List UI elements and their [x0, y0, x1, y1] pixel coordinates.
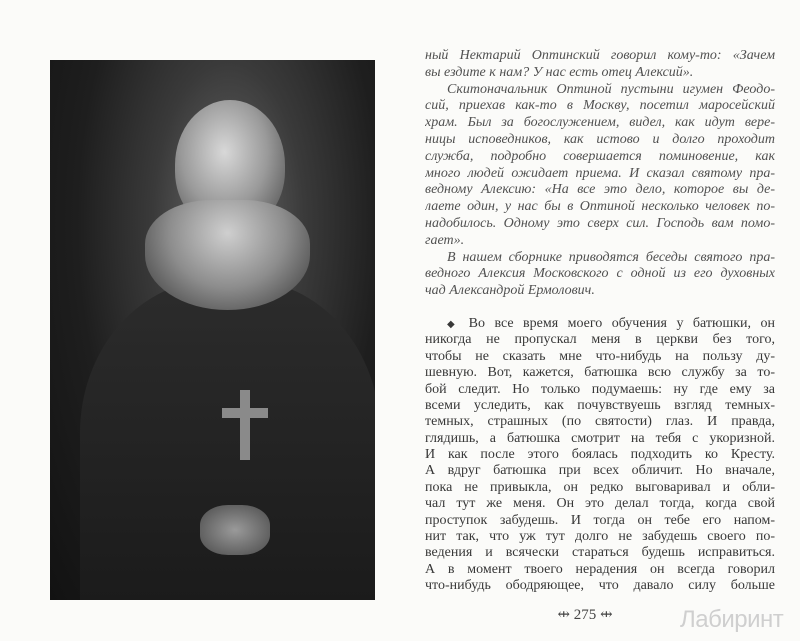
- text-line: чал тут же меня. Он это делал тогда, когда свой: [425, 496, 775, 512]
- text-line: нит так, что уж тут долго не забудешь своего по-: [425, 529, 775, 545]
- text-line: надобилось. Одному это сверх сил. Господь вам помо-: [425, 215, 775, 231]
- photo-figure-hand: [200, 505, 270, 555]
- text-line: В нашем сборнике приводятся беседы святого пра-: [447, 249, 775, 265]
- text-line: ный Нектарий Оптинский говорил кому-то: «Зачем: [425, 48, 775, 63]
- text-line: много людей ожидает приема. И сказал святому пра-: [425, 165, 775, 181]
- page-number-value: 275: [573, 607, 597, 623]
- text-line: пока не привыкла, он редко выговаривал и обли-: [425, 479, 775, 495]
- text-line: чтобы не сказать мне что-нибудь на пользу ду-: [425, 348, 775, 364]
- text-line: ведного Алексия Московского с одной из его духовных: [425, 266, 775, 282]
- ornament-right-icon: ⇹: [600, 607, 613, 623]
- text-line: служба, подробно совершается поминовение, как: [425, 148, 775, 164]
- text-line: ведному Алексию: «На все это дело, которое вы де-: [425, 182, 775, 198]
- text-line: А вдруг батюшка при всех обличит. Но вначале,: [425, 463, 775, 479]
- text-line: всеми уследить, как почувствуешь взгляд темных-: [425, 397, 775, 413]
- text-line: ведения и всячески стараться будешь исправиться.: [425, 545, 775, 561]
- page-number: [530, 606, 640, 624]
- text-line: Во все время моего обучения у батюшки, он: [468, 315, 775, 331]
- labirint-watermark-logo: Лабиринт: [680, 606, 784, 633]
- text-line: чад Александрой Ермолович.: [425, 283, 595, 299]
- text-line: ницы исповедников, как истово и долго проходит: [425, 131, 775, 147]
- text-line: глядишь, а батюшка смотрит на тебя с укоризной.: [425, 430, 775, 446]
- text-line: шевную. Вот, кажется, батюшка всю службу за то-: [425, 365, 775, 381]
- photo-figure-beard: [145, 200, 310, 310]
- text-line: сий, приехав как-то в Москву, посетил маросейский: [425, 98, 775, 114]
- text-column: [425, 48, 775, 595]
- body-text-block: [425, 316, 775, 595]
- intro-italic-block: [425, 48, 775, 300]
- text-line: темных, страшных (по святости) глаз. И правда,: [425, 414, 775, 430]
- text-line: Скитоначальник Оптиной пустыни игумен Феодо-: [447, 81, 775, 97]
- text-line: проступок забудешь. И тогда он тебе его напом-: [425, 512, 775, 528]
- text-line: лаете один, у нас бы в Оптиной несколько человек по-: [425, 199, 775, 215]
- text-line: И как после этого боялась подходить ко Кресту.: [425, 447, 775, 463]
- text-line: храм. Был за богослужением, видел, как идут вере-: [425, 115, 775, 131]
- portrait-photo: [50, 60, 375, 600]
- ornament-left-icon: ⇹: [557, 607, 570, 623]
- text-line: никогда не пропускал меня в церкви без того,: [425, 332, 775, 348]
- text-line: А в момент твоего нерадения он всегда говорил: [425, 561, 775, 577]
- text-line: бой следит. Но только подумаешь: ну где ему за: [425, 381, 775, 397]
- text-line: вы ездите к нам? У нас есть отец Алексий».: [425, 64, 694, 80]
- text-line: гает».: [425, 232, 465, 248]
- text-line: что-нибудь ободряющее, что давало силу больше: [425, 578, 775, 594]
- diamond-bullet-icon: ◆: [447, 318, 461, 330]
- pectoral-cross-icon: [240, 390, 250, 460]
